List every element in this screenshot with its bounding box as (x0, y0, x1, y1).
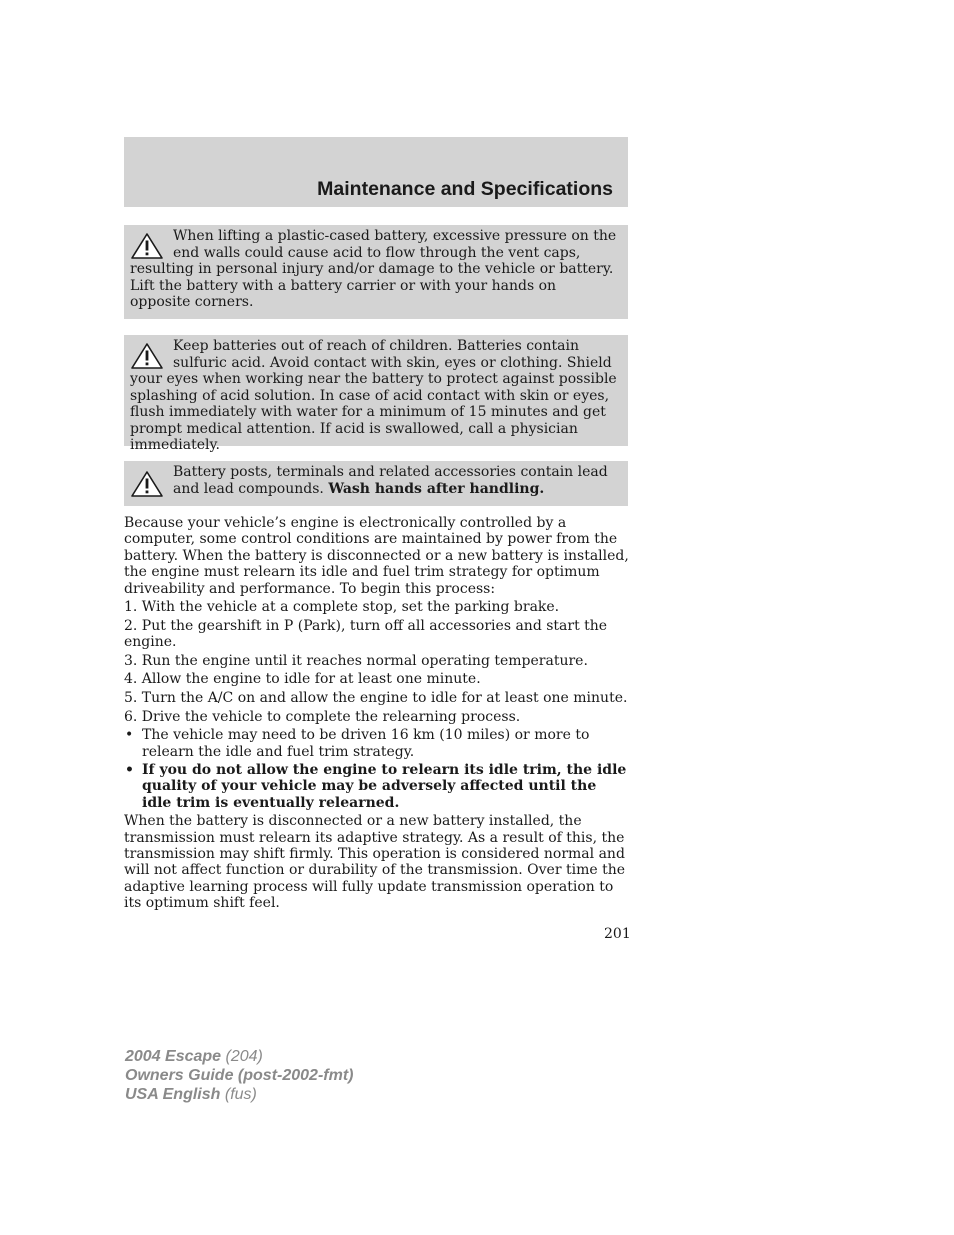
footer-line-guide (125, 1066, 353, 1085)
step-item: 5. Turn the A/C on and allow the engine to idle for at least one minute. (124, 690, 628, 706)
warning-text: Battery posts, terminals and related accessories contain lead and lead compounds. (173, 464, 608, 497)
intro-paragraph: Because your vehicle’s engine is electronically controlled by a computer, some control conditions are maintained by power from the battery. When the battery is disconnected or a new battery is installed, the engine must relearn its idle and fuel trim strategy for optimum driveability and performance. To begin this process: (124, 515, 629, 597)
warning-box-children (124, 335, 628, 453)
warning-box-lead (124, 461, 628, 506)
footer-model-code: (204) (225, 1048, 263, 1065)
section-title: Maintenance and Specifications (317, 178, 613, 200)
bullet-item (124, 727, 630, 760)
footer-model: 2004 Escape (125, 1048, 222, 1065)
bullet-item-bold (124, 762, 630, 811)
warning-triangle-icon (130, 342, 166, 370)
body-text (124, 515, 630, 914)
footer-language: USA English (125, 1086, 221, 1103)
closing-paragraph: When the battery is disconnected or a new battery installed, the transmission must relearn its adaptive strategy. As a result of this, the transmission may shift firmly. This operation is considered normal and will not affect function or durability of the transmission. Over time the adaptive learning process will fully update transmission operation to its optimum shift feel. (124, 813, 626, 912)
warning-box-lifting (124, 225, 628, 319)
bullet-text: The vehicle may need to be driven 16 km (10 miles) or more to relearn the idle and fuel trim strategy. (142, 727, 590, 760)
footer-language-code: (fus) (224, 1086, 257, 1103)
warning-bold-text: Wash hands after handling. (328, 480, 545, 497)
warning-text: Keep batteries out of reach of children. Batteries contain sulfuric acid. Avoid contact with skin, eyes or clothing. Shield your eyes when working near the battery to protect against possible splashing of acid solution. In case of acid contact with skin or eyes, flush immediately with water for a minimum of 15 minutes and get prompt medical attention. If acid is swallowed, call a physician immediately. (130, 338, 617, 453)
step-item: 2. Put the gearshift in P (Park), turn off all accessories and start the engine. (124, 617, 608, 651)
warning-text: When lifting a plastic-cased battery, excessive pressure on the end walls could cause acid to flow through the vent caps, resulting in personal injury and/or damage to the vehicle or battery. Lift the battery with a battery carrier or with your hands on opposite corners. (130, 228, 617, 310)
bullet-dot: • (125, 727, 134, 744)
step-item: 1. With the vehicle at a complete stop, set the parking brake. (124, 599, 560, 616)
section-header (124, 137, 628, 207)
footer-guide: Owners Guide (post-2002-fmt) (125, 1067, 354, 1084)
warning-triangle-icon (130, 232, 166, 260)
bullet-text: If you do not allow the engine to relearn its idle trim, the idle quality of your vehicle may be adversely affected until the idle trim is eventually relearned. (142, 762, 627, 811)
step-item: 3. Run the engine until it reaches normal operating temperature. (124, 652, 588, 669)
footer-line-language (125, 1085, 353, 1104)
step-item: 6. Drive the vehicle to complete the relearning process. (124, 708, 521, 725)
page-number: 201 (604, 926, 631, 942)
footer-info (125, 1047, 353, 1104)
warning-triangle-icon (130, 470, 166, 498)
footer-line-model (125, 1047, 353, 1066)
step-item: 4. Allow the engine to idle for at least one minute. (124, 671, 481, 688)
bullet-dot: • (125, 762, 134, 778)
